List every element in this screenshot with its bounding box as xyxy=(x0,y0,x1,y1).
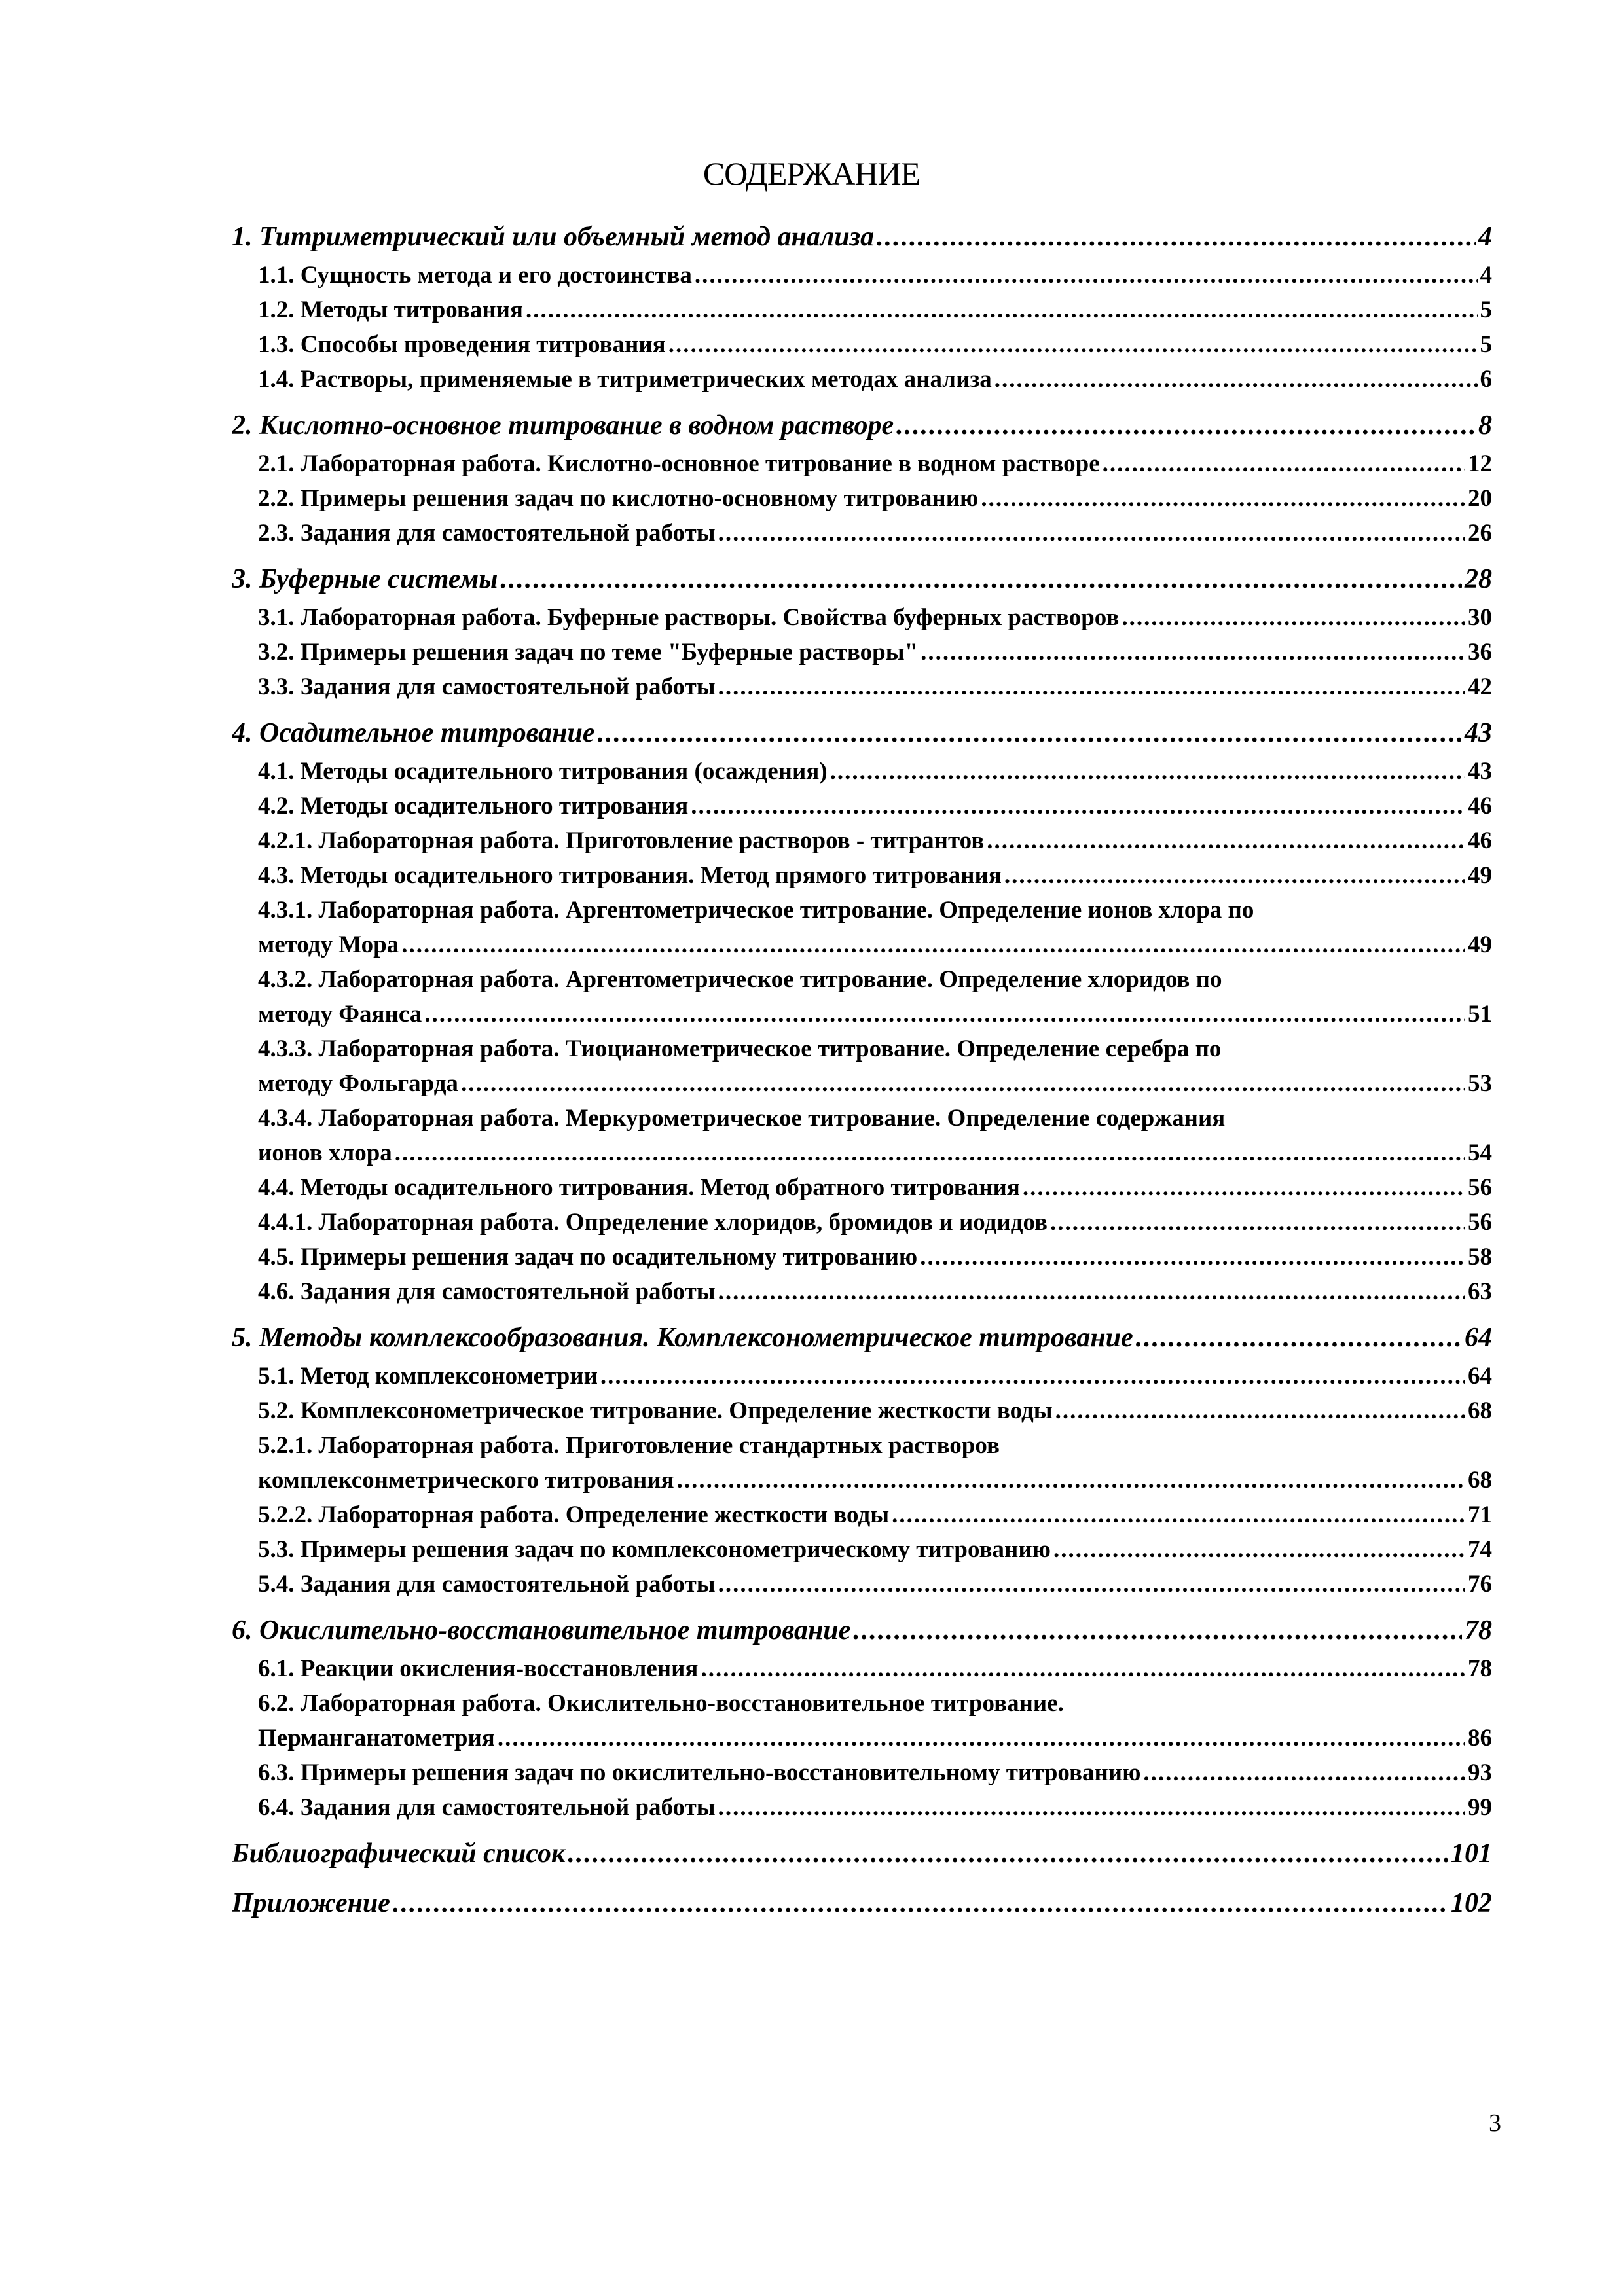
toc-section-line2-page: 54 xyxy=(1468,1139,1492,1166)
toc-section-title: 1.4. Растворы, применяемые в титриметрических методах анализа xyxy=(258,366,992,393)
toc-section-title: 4.2.1. Лабораторная работа. Приготовление растворов - титрантов xyxy=(258,827,985,854)
toc-section-line2-title: методу Мора xyxy=(258,931,399,958)
dot-leader xyxy=(461,1066,1465,1101)
toc-chapter[interactable] xyxy=(232,404,1492,446)
toc-section-title: 3.1. Лабораторная работа. Буферные растворы. Свойства буферных растворов xyxy=(258,604,1120,631)
toc-section-page: 4 xyxy=(1480,262,1492,289)
toc-section-title: 1.2. Методы титрования xyxy=(258,296,523,323)
dot-leader xyxy=(718,516,1465,550)
toc-section[interactable] xyxy=(232,635,1492,670)
toc-section-title: 5.4. Задания для самостоятельной работы xyxy=(258,1571,716,1598)
toc-section-title: 5.2. Комплексонометрическое титрование. Определение жесткости воды xyxy=(258,1397,1053,1424)
toc-section-line2 xyxy=(258,927,1492,962)
toc-section-line2-title: методу Фольгарда xyxy=(258,1070,458,1097)
toc-section-line2 xyxy=(258,1136,1492,1170)
toc-section-page: 64 xyxy=(1468,1363,1492,1390)
toc-section-title: 4.2. Методы осадительного титрования xyxy=(258,793,689,819)
dot-leader xyxy=(1136,1317,1462,1359)
toc-section[interactable] xyxy=(232,1359,1492,1393)
toc-section-line2-title: комплексонметрического титрования xyxy=(258,1467,674,1494)
toc-section-title: 2.2. Примеры решения задач по кислотно-основному титрованию xyxy=(258,485,979,512)
toc-chapter-page: 4 xyxy=(1478,222,1492,252)
toc-chapter[interactable] xyxy=(232,1609,1492,1651)
toc-section-title: 2.1. Лабораторная работа. Кислотно-основное титрование в водном растворе xyxy=(258,450,1100,477)
toc-section-title: 4.4.1. Лабораторная работа. Определение хлоридов, бромидов и иодидов xyxy=(258,1209,1048,1236)
toc-section-line2-title: Перманганатометрия xyxy=(258,1725,495,1751)
toc-chapter-page: 64 xyxy=(1465,1323,1492,1353)
toc-chapter-title: Библиографический список xyxy=(232,1839,566,1869)
dot-leader xyxy=(500,558,1462,600)
toc-section[interactable] xyxy=(232,1274,1492,1309)
toc-section-page: 76 xyxy=(1468,1571,1492,1598)
toc-section-page: 12 xyxy=(1468,450,1492,477)
toc-section-title: 4.5. Примеры решения задач по осадительному титрованию xyxy=(258,1244,918,1270)
toc-section[interactable] xyxy=(232,754,1492,789)
toc-chapter[interactable] xyxy=(232,1833,1492,1874)
toc-section-title: 3.3. Задания для самостоятельной работы xyxy=(258,673,716,700)
dot-leader xyxy=(498,1721,1465,1755)
toc-section[interactable] xyxy=(232,1101,1492,1170)
toc-section[interactable] xyxy=(232,1532,1492,1567)
dot-leader xyxy=(401,927,1465,962)
dot-leader xyxy=(981,481,1465,516)
dot-leader xyxy=(1004,858,1465,893)
toc-section-page: 46 xyxy=(1468,793,1492,819)
dot-leader xyxy=(994,362,1478,397)
toc-section[interactable] xyxy=(232,446,1492,481)
dot-leader xyxy=(718,1790,1465,1825)
toc-section[interactable] xyxy=(232,1393,1492,1428)
toc-section-line2-page: 68 xyxy=(1468,1467,1492,1494)
toc-section-title-line1: 4.3.4. Лабораторная работа. Меркурометрическое титрование. Определение содержания xyxy=(258,1105,1226,1132)
dot-leader xyxy=(987,823,1465,858)
dot-leader xyxy=(718,670,1465,704)
toc-section-page: 71 xyxy=(1468,1501,1492,1528)
toc-chapter-page: 43 xyxy=(1465,718,1492,748)
toc-section-page: 30 xyxy=(1468,604,1492,631)
toc-section-page: 20 xyxy=(1468,485,1492,512)
toc-section-line2-page: 86 xyxy=(1468,1725,1492,1751)
toc-section-title: 5.3. Примеры решения задач по комплексонометрическому титрованию xyxy=(258,1536,1051,1563)
toc-section[interactable] xyxy=(232,1651,1492,1686)
toc-section[interactable] xyxy=(232,1031,1492,1101)
toc-section[interactable] xyxy=(232,327,1492,362)
toc-section-title: 4.4. Методы осадительного титрования. Метод обратного титрования xyxy=(258,1174,1020,1201)
page-title: СОДЕРЖАНИЕ xyxy=(702,155,921,192)
toc-section-title: 3.2. Примеры решения задач по теме "Буферные растворы" xyxy=(258,639,919,666)
toc-chapter-page: 101 xyxy=(1451,1839,1492,1869)
toc-chapter-title: 1. Титриметрический или объемный метод анализа xyxy=(232,222,875,252)
dot-leader xyxy=(424,997,1465,1031)
toc-chapter-title: 4. Осадительное титрование xyxy=(232,718,595,748)
toc-section[interactable] xyxy=(232,1428,1492,1498)
dot-leader xyxy=(877,216,1476,258)
dot-leader xyxy=(393,1882,1448,1924)
toc-section-page: 93 xyxy=(1468,1759,1492,1786)
toc-section-title: 5.2.2. Лабораторная работа. Определение жесткости воды xyxy=(258,1501,890,1528)
toc-chapter-title: 6. Окислительно-восстановительное титрование xyxy=(232,1615,851,1645)
toc-section-title-line1: 4.3.3. Лабораторная работа. Тиоцианометрическое титрование. Определение серебра по xyxy=(258,1035,1222,1062)
dot-leader xyxy=(853,1609,1462,1651)
toc-chapter[interactable] xyxy=(232,712,1492,754)
toc-section-title: 6.3. Примеры решения задач по окислительно-восстановительному титрованию xyxy=(258,1759,1141,1786)
dot-leader xyxy=(526,293,1478,327)
toc-section-page: 63 xyxy=(1468,1278,1492,1305)
dot-leader xyxy=(668,327,1478,362)
dot-leader xyxy=(1103,446,1465,481)
toc-section-page: 68 xyxy=(1468,1397,1492,1424)
toc-section[interactable] xyxy=(232,1567,1492,1602)
toc-section-title: 4.6. Задания для самостоятельной работы xyxy=(258,1278,716,1305)
toc-section[interactable] xyxy=(232,516,1492,550)
toc-section[interactable] xyxy=(232,293,1492,327)
toc-section[interactable] xyxy=(232,362,1492,397)
toc-section-page: 6 xyxy=(1480,366,1492,393)
toc-section-page: 36 xyxy=(1468,639,1492,666)
toc-section-title-line1: 4.3.2. Лабораторная работа. Аргентометрическое титрование. Определение хлоридов по xyxy=(258,966,1222,993)
dot-leader xyxy=(701,1651,1465,1686)
toc-section-page: 78 xyxy=(1468,1655,1492,1682)
toc-chapter[interactable] xyxy=(232,216,1492,258)
toc-section[interactable] xyxy=(232,962,1492,1031)
toc-section-page: 58 xyxy=(1468,1244,1492,1270)
toc-section-line2-title: методу Фаянса xyxy=(258,1001,422,1028)
table-of-contents xyxy=(232,216,1492,1924)
toc-section-title-line1: 4.3.1. Лабораторная работа. Аргентометрическое титрование. Определение ионов хлора по xyxy=(258,897,1254,924)
toc-section-title: 4.3. Методы осадительного титрования. Метод прямого титрования xyxy=(258,862,1002,889)
toc-section-title: 4.1. Методы осадительного титрования (осаждения) xyxy=(258,758,828,785)
dot-leader xyxy=(921,635,1465,670)
toc-section[interactable] xyxy=(232,600,1492,635)
toc-section-page: 26 xyxy=(1468,520,1492,547)
dot-leader xyxy=(691,789,1465,823)
toc-section-line2-page: 53 xyxy=(1468,1070,1492,1097)
toc-section[interactable] xyxy=(232,670,1492,704)
toc-section[interactable] xyxy=(232,1790,1492,1825)
toc-chapter[interactable] xyxy=(232,1882,1492,1924)
dot-leader xyxy=(1023,1170,1465,1205)
toc-section-title: 1.3. Способы проведения титрования xyxy=(258,331,666,358)
dot-leader xyxy=(920,1240,1465,1274)
dot-leader xyxy=(1143,1755,1465,1790)
toc-section-line2 xyxy=(258,1463,1492,1498)
toc-section[interactable] xyxy=(232,789,1492,823)
toc-section[interactable] xyxy=(232,1498,1492,1532)
toc-section-title: 6.1. Реакции окисления-восстановления xyxy=(258,1655,699,1682)
dot-leader xyxy=(1055,1393,1465,1428)
toc-chapter-page: 28 xyxy=(1465,564,1492,594)
toc-section-title: 2.3. Задания для самостоятельной работы xyxy=(258,520,716,547)
toc-section[interactable] xyxy=(232,1205,1492,1240)
toc-section-title-line1: 6.2. Лабораторная работа. Окислительно-восстановительное титрование. xyxy=(258,1690,1064,1717)
toc-section[interactable] xyxy=(232,823,1492,858)
dot-leader xyxy=(568,1833,1448,1874)
toc-section-line2 xyxy=(258,997,1492,1031)
toc-section[interactable] xyxy=(232,1240,1492,1274)
toc-section-page: 5 xyxy=(1480,296,1492,323)
dot-leader xyxy=(677,1463,1465,1498)
toc-section-page: 56 xyxy=(1468,1209,1492,1236)
toc-section[interactable] xyxy=(232,258,1492,293)
dot-leader xyxy=(598,712,1463,754)
toc-chapter[interactable] xyxy=(232,558,1492,600)
toc-section-page: 43 xyxy=(1468,758,1492,785)
toc-section-line2 xyxy=(258,1066,1492,1101)
toc-section-title: 5.1. Метод комплексонометрии xyxy=(258,1363,598,1390)
dot-leader xyxy=(1050,1205,1465,1240)
dot-leader xyxy=(600,1359,1465,1393)
toc-chapter-title: Приложение xyxy=(232,1888,390,1918)
toc-section-page: 42 xyxy=(1468,673,1492,700)
toc-section-page: 46 xyxy=(1468,827,1492,854)
toc-section-line2-page: 49 xyxy=(1468,931,1492,958)
toc-section-page: 49 xyxy=(1468,862,1492,889)
dot-leader xyxy=(695,258,1478,293)
toc-section[interactable] xyxy=(232,893,1492,962)
toc-chapter-page: 102 xyxy=(1451,1888,1492,1918)
toc-section-page: 74 xyxy=(1468,1536,1492,1563)
toc-chapter[interactable] xyxy=(232,1317,1492,1359)
toc-section[interactable] xyxy=(232,1686,1492,1755)
dot-leader xyxy=(830,754,1465,789)
toc-section-title: 6.4. Задания для самостоятельной работы xyxy=(258,1794,716,1821)
toc-section-line2-page: 51 xyxy=(1468,1001,1492,1028)
dot-leader xyxy=(1053,1532,1465,1567)
toc-section[interactable] xyxy=(232,858,1492,893)
toc-section-page: 5 xyxy=(1480,331,1492,358)
dot-leader xyxy=(718,1274,1465,1309)
toc-chapter-page: 78 xyxy=(1465,1615,1492,1645)
toc-chapter-title: 2. Кислотно-основное титрование в водном растворе xyxy=(232,410,894,440)
dot-leader xyxy=(896,404,1476,446)
toc-section-page: 56 xyxy=(1468,1174,1492,1201)
toc-section[interactable] xyxy=(232,481,1492,516)
toc-section-line2 xyxy=(258,1721,1492,1755)
toc-section[interactable] xyxy=(232,1755,1492,1790)
dot-leader xyxy=(892,1498,1465,1532)
page-number: 3 xyxy=(1489,2109,1501,2137)
toc-chapter-title: 3. Буферные системы xyxy=(232,564,498,594)
dot-leader xyxy=(395,1136,1465,1170)
toc-chapter-title: 5. Методы комплексообразования. Комплексонометрическое титрование xyxy=(232,1323,1133,1353)
toc-section-title-line1: 5.2.1. Лабораторная работа. Приготовление стандартных растворов xyxy=(258,1432,1000,1459)
toc-section-line2-title: ионов хлора xyxy=(258,1139,392,1166)
toc-section[interactable] xyxy=(232,1170,1492,1205)
toc-section-page: 99 xyxy=(1468,1794,1492,1821)
toc-section-title: 1.1. Сущность метода и его достоинства xyxy=(258,262,692,289)
toc-chapter-page: 8 xyxy=(1478,410,1492,440)
dot-leader xyxy=(1122,600,1465,635)
dot-leader xyxy=(718,1567,1465,1602)
